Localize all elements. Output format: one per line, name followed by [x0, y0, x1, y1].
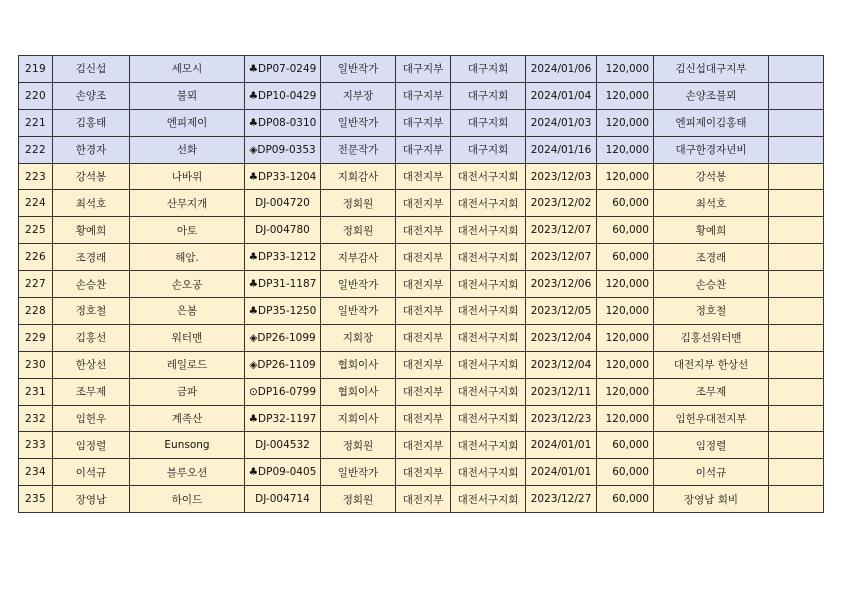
payment-date-cell[interactable]: 2024/01/16	[526, 136, 597, 163]
depositor-memo-cell[interactable]: 대구한경자년비	[654, 136, 769, 163]
amount-cell[interactable]: 120,000	[597, 378, 654, 405]
row-number-cell[interactable]: 227	[19, 271, 53, 298]
grade-cell[interactable]: 일반작가	[321, 109, 396, 136]
grade-cell[interactable]: 일반작가	[321, 459, 396, 486]
chapter-cell[interactable]: 대구지회	[451, 109, 526, 136]
member-code-cell[interactable]: DJ-004780	[245, 217, 321, 244]
table-row	[19, 351, 824, 378]
table-body	[19, 56, 824, 513]
grade-cell[interactable]: 일반작가	[321, 56, 396, 83]
extra-cell[interactable]	[769, 324, 824, 351]
branch-cell[interactable]: 대전지부	[396, 190, 451, 217]
alias-cell[interactable]: 엔피제이	[130, 109, 245, 136]
payment-date-cell[interactable]: 2024/01/01	[526, 432, 597, 459]
depositor-memo-cell[interactable]: 엔피제이김홍태	[654, 109, 769, 136]
row-number-cell[interactable]: 235	[19, 486, 53, 513]
grade-cell[interactable]: 정회원	[321, 432, 396, 459]
branch-cell[interactable]: 대전지부	[396, 486, 451, 513]
amount-cell[interactable]: 60,000	[597, 432, 654, 459]
branch-cell[interactable]: 대전지부	[396, 244, 451, 271]
extra-cell[interactable]	[769, 244, 824, 271]
alias-cell[interactable]: 계족산	[130, 405, 245, 432]
member-name-cell[interactable]: 손양조	[53, 82, 130, 109]
extra-cell[interactable]	[769, 271, 824, 298]
extra-cell[interactable]	[769, 486, 824, 513]
payment-date-cell[interactable]: 2023/12/03	[526, 163, 597, 190]
member-code-cell[interactable]: ◈DP26-1099	[245, 324, 321, 351]
branch-cell[interactable]: 대전지부	[396, 405, 451, 432]
branch-cell[interactable]: 대전지부	[396, 271, 451, 298]
alias-cell[interactable]: 하이드	[130, 486, 245, 513]
chapter-cell[interactable]: 대전서구지회	[451, 163, 526, 190]
grade-cell[interactable]: 지회장	[321, 324, 396, 351]
amount-cell[interactable]: 120,000	[597, 324, 654, 351]
chapter-cell[interactable]: 대전서구지회	[451, 351, 526, 378]
alias-cell[interactable]: Eunsong	[130, 432, 245, 459]
row-number-cell[interactable]: 233	[19, 432, 53, 459]
grade-cell[interactable]: 정회원	[321, 217, 396, 244]
member-code-cell[interactable]: DJ-004720	[245, 190, 321, 217]
grade-cell[interactable]: 지부감사	[321, 244, 396, 271]
payment-date-cell[interactable]: 2023/12/23	[526, 405, 597, 432]
member-name-cell[interactable]: 황예희	[53, 217, 130, 244]
row-number-cell[interactable]: 221	[19, 109, 53, 136]
table-row	[19, 56, 824, 83]
amount-cell[interactable]: 120,000	[597, 163, 654, 190]
member-name-cell[interactable]: 김신섭	[53, 56, 130, 83]
payment-date-cell[interactable]: 2023/12/02	[526, 190, 597, 217]
grade-cell[interactable]: 정회원	[321, 190, 396, 217]
chapter-cell[interactable]: 대구지회	[451, 136, 526, 163]
amount-cell[interactable]: 120,000	[597, 351, 654, 378]
member-code-cell[interactable]: ♣DP32-1197	[245, 405, 321, 432]
chapter-cell[interactable]: 대전서구지회	[451, 244, 526, 271]
row-number-cell[interactable]: 225	[19, 217, 53, 244]
row-number-cell[interactable]: 220	[19, 82, 53, 109]
table-row	[19, 136, 824, 163]
amount-cell[interactable]: 60,000	[597, 459, 654, 486]
amount-cell[interactable]: 120,000	[597, 298, 654, 325]
extra-cell[interactable]	[769, 82, 824, 109]
member-code-cell[interactable]: ♣DP08-0310	[245, 109, 321, 136]
member-name-cell[interactable]: 최석호	[53, 190, 130, 217]
chapter-cell[interactable]: 대구지회	[451, 82, 526, 109]
table-row	[19, 109, 824, 136]
row-number-cell[interactable]: 226	[19, 244, 53, 271]
amount-cell[interactable]: 120,000	[597, 56, 654, 83]
chapter-cell[interactable]: 대전서구지회	[451, 432, 526, 459]
table-row	[19, 486, 824, 513]
depositor-memo-cell[interactable]: 김신섭대구지부	[654, 56, 769, 83]
extra-cell[interactable]	[769, 56, 824, 83]
row-number-cell[interactable]: 229	[19, 324, 53, 351]
alias-cell[interactable]: 워터맨	[130, 324, 245, 351]
member-code-cell[interactable]: ◈DP09-0353	[245, 136, 321, 163]
depositor-memo-cell[interactable]: 최석호	[654, 190, 769, 217]
payment-date-cell[interactable]: 2023/12/07	[526, 217, 597, 244]
chapter-cell[interactable]: 대전서구지회	[451, 324, 526, 351]
table-row	[19, 432, 824, 459]
member-name-cell[interactable]: 임헌우	[53, 405, 130, 432]
grade-cell[interactable]: 지부장	[321, 82, 396, 109]
row-number-cell[interactable]: 230	[19, 351, 53, 378]
row-number-cell[interactable]: 231	[19, 378, 53, 405]
payment-date-cell[interactable]: 2024/01/04	[526, 82, 597, 109]
payment-date-cell[interactable]: 2024/01/01	[526, 459, 597, 486]
amount-cell[interactable]: 60,000	[597, 217, 654, 244]
extra-cell[interactable]	[769, 190, 824, 217]
alias-cell[interactable]: 레일로드	[130, 351, 245, 378]
depositor-memo-cell[interactable]: 손양조불뫼	[654, 82, 769, 109]
member-name-cell[interactable]: 임정렬	[53, 432, 130, 459]
extra-cell[interactable]	[769, 217, 824, 244]
alias-cell[interactable]: 아토	[130, 217, 245, 244]
member-code-cell[interactable]: ⊙DP16-0799	[245, 378, 321, 405]
member-code-cell[interactable]: ♣DP10-0429	[245, 82, 321, 109]
depositor-memo-cell[interactable]: 이석규	[654, 459, 769, 486]
member-name-cell[interactable]: 조경래	[53, 244, 130, 271]
branch-cell[interactable]: 대구지부	[396, 56, 451, 83]
branch-cell[interactable]: 대구지부	[396, 82, 451, 109]
table-row	[19, 405, 824, 432]
extra-cell[interactable]	[769, 378, 824, 405]
row-number-cell[interactable]: 224	[19, 190, 53, 217]
extra-cell[interactable]	[769, 109, 824, 136]
member-code-cell[interactable]: ♣DP35-1250	[245, 298, 321, 325]
chapter-cell[interactable]: 대전서구지회	[451, 459, 526, 486]
chapter-cell[interactable]: 대전서구지회	[451, 190, 526, 217]
grade-cell[interactable]: 일반작가	[321, 298, 396, 325]
alias-cell[interactable]: 손오공	[130, 271, 245, 298]
alias-cell[interactable]: 금파	[130, 378, 245, 405]
table-row	[19, 378, 824, 405]
payment-date-cell[interactable]: 2023/12/06	[526, 271, 597, 298]
extra-cell[interactable]	[769, 432, 824, 459]
grade-cell[interactable]: 지회감사	[321, 163, 396, 190]
extra-cell[interactable]	[769, 298, 824, 325]
alias-cell[interactable]: 나바위	[130, 163, 245, 190]
member-code-cell[interactable]: ♣DP33-1212	[245, 244, 321, 271]
extra-cell[interactable]	[769, 136, 824, 163]
member-code-cell[interactable]: ♣DP07-0249	[245, 56, 321, 83]
chapter-cell[interactable]: 대전서구지회	[451, 378, 526, 405]
depositor-memo-cell[interactable]: 손승찬	[654, 271, 769, 298]
payment-date-cell[interactable]: 2023/12/11	[526, 378, 597, 405]
depositor-memo-cell[interactable]: 임정렬	[654, 432, 769, 459]
chapter-cell[interactable]: 대전서구지회	[451, 486, 526, 513]
payment-date-cell[interactable]: 2023/12/27	[526, 486, 597, 513]
row-number-cell[interactable]: 234	[19, 459, 53, 486]
alias-cell[interactable]: 산무지개	[130, 190, 245, 217]
table-row	[19, 190, 824, 217]
branch-cell[interactable]: 대전지부	[396, 378, 451, 405]
amount-cell[interactable]: 60,000	[597, 486, 654, 513]
depositor-memo-cell[interactable]: 대전지부 한상선	[654, 351, 769, 378]
member-name-cell[interactable]: 이석규	[53, 459, 130, 486]
table-row	[19, 324, 824, 351]
member-name-cell[interactable]: 김홍태	[53, 109, 130, 136]
amount-cell[interactable]: 120,000	[597, 405, 654, 432]
branch-cell[interactable]: 대전지부	[396, 432, 451, 459]
grade-cell[interactable]: 일반작가	[321, 271, 396, 298]
alias-cell[interactable]: 세모시	[130, 56, 245, 83]
row-number-cell[interactable]: 223	[19, 163, 53, 190]
grade-cell[interactable]: 협회이사	[321, 378, 396, 405]
member-code-cell[interactable]: ♣DP33-1204	[245, 163, 321, 190]
payment-date-cell[interactable]: 2024/01/06	[526, 56, 597, 83]
chapter-cell[interactable]: 대구지회	[451, 56, 526, 83]
amount-cell[interactable]: 120,000	[597, 136, 654, 163]
extra-cell[interactable]	[769, 405, 824, 432]
amount-cell[interactable]: 60,000	[597, 190, 654, 217]
payment-date-cell[interactable]: 2024/01/03	[526, 109, 597, 136]
branch-cell[interactable]: 대전지부	[396, 217, 451, 244]
depositor-memo-cell[interactable]: 임헌우대전지부	[654, 405, 769, 432]
alias-cell[interactable]: 선화	[130, 136, 245, 163]
table-row	[19, 271, 824, 298]
depositor-memo-cell[interactable]: 정호철	[654, 298, 769, 325]
member-name-cell[interactable]: 김홍선	[53, 324, 130, 351]
payment-date-cell[interactable]: 2023/12/04	[526, 324, 597, 351]
depositor-memo-cell[interactable]: 강석봉	[654, 163, 769, 190]
grade-cell[interactable]: 전문작가	[321, 136, 396, 163]
branch-cell[interactable]: 대구지부	[396, 136, 451, 163]
chapter-cell[interactable]: 대전서구지회	[451, 298, 526, 325]
payment-date-cell[interactable]: 2023/12/04	[526, 351, 597, 378]
alias-cell[interactable]: 블루오션	[130, 459, 245, 486]
member-code-cell[interactable]: ◈DP26-1109	[245, 351, 321, 378]
grade-cell[interactable]: 정회원	[321, 486, 396, 513]
table-row	[19, 459, 824, 486]
membership-fee-table	[18, 55, 824, 513]
table-row	[19, 217, 824, 244]
depositor-memo-cell[interactable]: 조경래	[654, 244, 769, 271]
member-name-cell[interactable]: 한경자	[53, 136, 130, 163]
chapter-cell[interactable]: 대전서구지회	[451, 271, 526, 298]
row-number-cell[interactable]: 222	[19, 136, 53, 163]
branch-cell[interactable]: 대구지부	[396, 109, 451, 136]
amount-cell[interactable]: 60,000	[597, 244, 654, 271]
member-name-cell[interactable]: 조무제	[53, 378, 130, 405]
table-row	[19, 298, 824, 325]
depositor-memo-cell[interactable]: 장영남 회비	[654, 486, 769, 513]
member-name-cell[interactable]: 강석봉	[53, 163, 130, 190]
grade-cell[interactable]: 협회이사	[321, 351, 396, 378]
payment-date-cell[interactable]: 2023/12/05	[526, 298, 597, 325]
alias-cell[interactable]: 해암.	[130, 244, 245, 271]
depositor-memo-cell[interactable]: 조무제	[654, 378, 769, 405]
table-row	[19, 244, 824, 271]
extra-cell[interactable]	[769, 163, 824, 190]
member-name-cell[interactable]: 정호철	[53, 298, 130, 325]
amount-cell[interactable]: 120,000	[597, 109, 654, 136]
table-row	[19, 163, 824, 190]
extra-cell[interactable]	[769, 459, 824, 486]
member-code-cell[interactable]: DJ-004714	[245, 486, 321, 513]
table-row	[19, 82, 824, 109]
depositor-memo-cell[interactable]: 황예희	[654, 217, 769, 244]
row-number-cell[interactable]: 228	[19, 298, 53, 325]
row-number-cell[interactable]: 219	[19, 56, 53, 83]
member-name-cell[interactable]: 손승찬	[53, 271, 130, 298]
alias-cell[interactable]: 은봄	[130, 298, 245, 325]
member-code-cell[interactable]: ♣DP09-0405	[245, 459, 321, 486]
alias-cell[interactable]: 불뫼	[130, 82, 245, 109]
member-code-cell[interactable]: ♣DP31-1187	[245, 271, 321, 298]
branch-cell[interactable]: 대전지부	[396, 163, 451, 190]
branch-cell[interactable]: 대전지부	[396, 298, 451, 325]
row-number-cell[interactable]: 232	[19, 405, 53, 432]
member-name-cell[interactable]: 장영남	[53, 486, 130, 513]
grade-cell[interactable]: 지회이사	[321, 405, 396, 432]
depositor-memo-cell[interactable]: 김홍선워터맨	[654, 324, 769, 351]
payment-date-cell[interactable]: 2023/12/07	[526, 244, 597, 271]
amount-cell[interactable]: 120,000	[597, 271, 654, 298]
extra-cell[interactable]	[769, 351, 824, 378]
member-name-cell[interactable]: 한상선	[53, 351, 130, 378]
chapter-cell[interactable]: 대전서구지회	[451, 405, 526, 432]
chapter-cell[interactable]: 대전서구지회	[451, 217, 526, 244]
amount-cell[interactable]: 120,000	[597, 82, 654, 109]
member-code-cell[interactable]: DJ-004532	[245, 432, 321, 459]
branch-cell[interactable]: 대전지부	[396, 459, 451, 486]
branch-cell[interactable]: 대전지부	[396, 351, 451, 378]
branch-cell[interactable]: 대전지부	[396, 324, 451, 351]
